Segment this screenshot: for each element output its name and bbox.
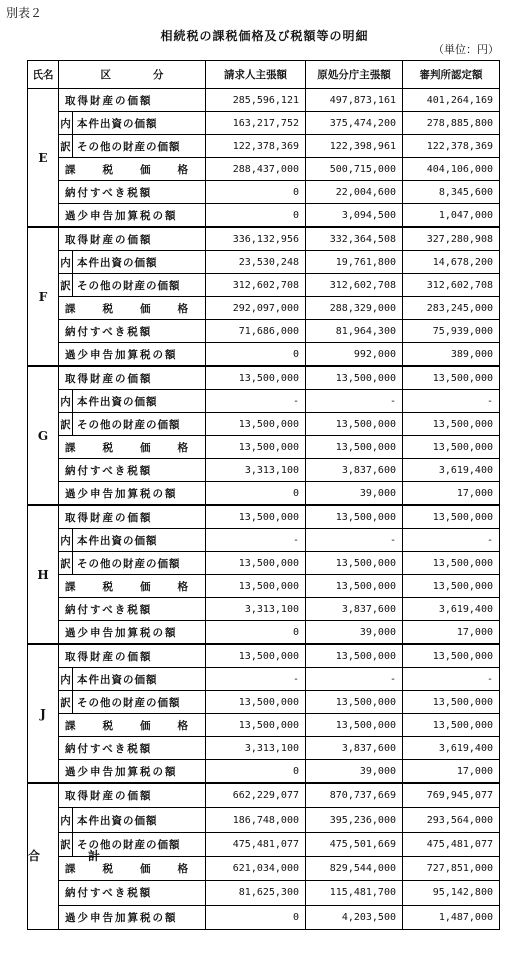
- breakdown-uchi: 内: [59, 390, 73, 413]
- office-amount: 288,329,000: [306, 297, 403, 320]
- office-amount: 4,203,500: [306, 905, 403, 929]
- tribunal-amount: 13,500,000: [403, 505, 500, 529]
- office-amount: 870,737,669: [306, 783, 403, 808]
- breakdown-uchi: 内: [59, 668, 73, 691]
- claimant-amount: 13,500,000: [206, 691, 306, 714]
- office-amount: -: [306, 390, 403, 413]
- table-row: [28, 760, 500, 784]
- category-other-property: その他の財産の価額: [73, 274, 206, 297]
- category-acquired: 取得財産の価額: [59, 366, 206, 390]
- table-row: [28, 436, 500, 459]
- claimant-amount: 163,217,752: [206, 112, 306, 135]
- table-row: [28, 783, 500, 808]
- claimant-amount: 13,500,000: [206, 644, 306, 668]
- tribunal-amount: 14,678,200: [403, 251, 500, 274]
- table-row: [28, 552, 500, 575]
- table-row: [28, 343, 500, 367]
- person-name: H: [28, 505, 59, 644]
- office-amount: 81,964,300: [306, 320, 403, 343]
- breakdown-yaku: 訳: [59, 135, 73, 158]
- table-row: [28, 181, 500, 204]
- claimant-amount: 0: [206, 204, 306, 228]
- category-other-property: その他の財産の価額: [73, 832, 206, 856]
- claimant-amount: 13,500,000: [206, 575, 306, 598]
- table-row: [28, 482, 500, 506]
- table-row: [28, 413, 500, 436]
- person-name: F: [28, 227, 59, 366]
- office-amount: 312,602,708: [306, 274, 403, 297]
- office-amount: 13,500,000: [306, 436, 403, 459]
- office-amount: -: [306, 529, 403, 552]
- category-penalty: 過少申告加算税の額: [59, 482, 206, 506]
- claimant-amount: 13,500,000: [206, 413, 306, 436]
- table-row: [28, 366, 500, 390]
- office-amount: 13,500,000: [306, 413, 403, 436]
- table-row: [28, 274, 500, 297]
- tribunal-amount: 404,106,000: [403, 158, 500, 181]
- tribunal-amount: 13,500,000: [403, 436, 500, 459]
- table-row: [28, 737, 500, 760]
- tribunal-amount: 13,500,000: [403, 552, 500, 575]
- claimant-amount: 13,500,000: [206, 366, 306, 390]
- breakdown-yaku: 訳: [59, 832, 73, 856]
- claimant-amount: 0: [206, 343, 306, 367]
- tribunal-amount: 13,500,000: [403, 644, 500, 668]
- category-other-property: その他の財産の価額: [73, 413, 206, 436]
- category-payable: 納付すべき税額: [59, 737, 206, 760]
- table-row: [28, 808, 500, 832]
- category-this-investment: 本件出資の価額: [73, 390, 206, 413]
- category-penalty: 過少申告加算税の額: [59, 343, 206, 367]
- table-row: [28, 251, 500, 274]
- col-header-office: 原処分庁主張額: [306, 61, 403, 89]
- category-acquired: 取得財産の価額: [59, 783, 206, 808]
- office-amount: 39,000: [306, 482, 403, 506]
- tribunal-amount: 3,619,400: [403, 459, 500, 482]
- breakdown-uchi: 内: [59, 251, 73, 274]
- office-amount: 500,715,000: [306, 158, 403, 181]
- breakdown-yaku: 訳: [59, 691, 73, 714]
- category-payable: 納付すべき税額: [59, 320, 206, 343]
- category-this-investment: 本件出資の価額: [73, 112, 206, 135]
- claimant-amount: 3,313,100: [206, 459, 306, 482]
- office-amount: 3,837,600: [306, 598, 403, 621]
- category-taxable: 課 税 価 格: [59, 575, 206, 598]
- office-amount: 992,000: [306, 343, 403, 367]
- claimant-amount: 71,686,000: [206, 320, 306, 343]
- tribunal-amount: 13,500,000: [403, 714, 500, 737]
- claimant-amount: -: [206, 529, 306, 552]
- claimant-amount: 13,500,000: [206, 552, 306, 575]
- table-row: [28, 297, 500, 320]
- claimant-amount: 13,500,000: [206, 714, 306, 737]
- office-amount: 122,398,961: [306, 135, 403, 158]
- person-name: J: [28, 644, 59, 783]
- category-acquired: 取得財産の価額: [59, 89, 206, 112]
- category-payable: 納付すべき税額: [59, 181, 206, 204]
- category-taxable: 課 税 価 格: [59, 857, 206, 881]
- person-name: E: [28, 89, 59, 228]
- table-row: [28, 227, 500, 251]
- category-acquired: 取得財産の価額: [59, 644, 206, 668]
- table-row: [28, 905, 500, 929]
- office-amount: 13,500,000: [306, 505, 403, 529]
- tribunal-amount: 13,500,000: [403, 413, 500, 436]
- breakdown-uchi: 内: [59, 808, 73, 832]
- col-header-tribunal: 審判所認定額: [403, 61, 500, 89]
- table-row: [28, 158, 500, 181]
- office-amount: 3,837,600: [306, 737, 403, 760]
- table-row: [28, 644, 500, 668]
- office-amount: 13,500,000: [306, 552, 403, 575]
- claimant-amount: 81,625,300: [206, 881, 306, 905]
- claimant-amount: -: [206, 668, 306, 691]
- appendix-label: 別表２: [6, 6, 43, 20]
- tribunal-amount: 75,939,000: [403, 320, 500, 343]
- tribunal-amount: 3,619,400: [403, 598, 500, 621]
- claimant-amount: 13,500,000: [206, 436, 306, 459]
- office-amount: 332,364,508: [306, 227, 403, 251]
- person-name: G: [28, 366, 59, 505]
- claimant-amount: 13,500,000: [206, 505, 306, 529]
- category-penalty: 過少申告加算税の額: [59, 621, 206, 645]
- tribunal-amount: 283,245,000: [403, 297, 500, 320]
- tribunal-amount: 3,619,400: [403, 737, 500, 760]
- category-payable: 納付すべき税額: [59, 598, 206, 621]
- tribunal-amount: 475,481,077: [403, 832, 500, 856]
- tribunal-amount: 278,885,800: [403, 112, 500, 135]
- person-name: 合 計: [28, 783, 59, 930]
- tribunal-amount: 401,264,169: [403, 89, 500, 112]
- claimant-amount: 662,229,077: [206, 783, 306, 808]
- office-amount: 375,474,200: [306, 112, 403, 135]
- category-acquired: 取得財産の価額: [59, 505, 206, 529]
- office-amount: 22,004,600: [306, 181, 403, 204]
- claimant-amount: 475,481,077: [206, 832, 306, 856]
- category-other-property: その他の財産の価額: [73, 691, 206, 714]
- table-row: [28, 459, 500, 482]
- category-other-property: その他の財産の価額: [73, 552, 206, 575]
- tribunal-amount: 727,851,000: [403, 857, 500, 881]
- tribunal-amount: 122,378,369: [403, 135, 500, 158]
- tribunal-amount: 293,564,000: [403, 808, 500, 832]
- office-amount: 3,837,600: [306, 459, 403, 482]
- unit-note: （単位：円）: [433, 43, 499, 56]
- claimant-amount: 621,034,000: [206, 857, 306, 881]
- category-this-investment: 本件出資の価額: [73, 529, 206, 552]
- breakdown-yaku: 訳: [59, 274, 73, 297]
- claimant-amount: 122,378,369: [206, 135, 306, 158]
- office-amount: 39,000: [306, 760, 403, 784]
- category-penalty: 過少申告加算税の額: [59, 760, 206, 784]
- claimant-amount: 3,313,100: [206, 737, 306, 760]
- tribunal-amount: 1,047,000: [403, 204, 500, 228]
- table-row: [28, 575, 500, 598]
- office-amount: 19,761,800: [306, 251, 403, 274]
- tribunal-amount: -: [403, 529, 500, 552]
- breakdown-uchi: 内: [59, 112, 73, 135]
- claimant-amount: 0: [206, 905, 306, 929]
- claimant-amount: 292,097,000: [206, 297, 306, 320]
- office-amount: 3,094,500: [306, 204, 403, 228]
- office-amount: 39,000: [306, 621, 403, 645]
- category-other-property: その他の財産の価額: [73, 135, 206, 158]
- table-row: [28, 320, 500, 343]
- tribunal-amount: 13,500,000: [403, 366, 500, 390]
- tribunal-amount: 327,280,908: [403, 227, 500, 251]
- breakdown-yaku: 訳: [59, 413, 73, 436]
- tribunal-amount: 389,000: [403, 343, 500, 367]
- claimant-amount: 0: [206, 181, 306, 204]
- tribunal-amount: 312,602,708: [403, 274, 500, 297]
- category-this-investment: 本件出資の価額: [73, 251, 206, 274]
- col-header-name: 氏名: [28, 61, 59, 89]
- category-taxable: 課 税 価 格: [59, 714, 206, 737]
- table-row: [28, 881, 500, 905]
- office-amount: 13,500,000: [306, 366, 403, 390]
- category-this-investment: 本件出資の価額: [73, 668, 206, 691]
- office-amount: 829,544,000: [306, 857, 403, 881]
- office-amount: 475,501,669: [306, 832, 403, 856]
- table-row: [28, 89, 500, 112]
- col-header-claimant: 請求人主張額: [206, 61, 306, 89]
- claimant-amount: 285,596,121: [206, 89, 306, 112]
- table-row: [28, 714, 500, 737]
- tribunal-amount: 17,000: [403, 760, 500, 784]
- header-row: [28, 61, 500, 89]
- table-row: [28, 390, 500, 413]
- claimant-amount: 3,313,100: [206, 598, 306, 621]
- claimant-amount: 186,748,000: [206, 808, 306, 832]
- claimant-amount: 0: [206, 760, 306, 784]
- category-penalty: 過少申告加算税の額: [59, 204, 206, 228]
- table-body: [28, 89, 500, 930]
- tribunal-amount: 8,345,600: [403, 181, 500, 204]
- claimant-amount: 312,602,708: [206, 274, 306, 297]
- claimant-amount: -: [206, 390, 306, 413]
- tribunal-amount: 95,142,800: [403, 881, 500, 905]
- category-penalty: 過少申告加算税の額: [59, 905, 206, 929]
- table-row: [28, 112, 500, 135]
- office-amount: 115,481,700: [306, 881, 403, 905]
- tribunal-amount: 13,500,000: [403, 575, 500, 598]
- category-payable: 納付すべき税額: [59, 881, 206, 905]
- claimant-amount: 0: [206, 621, 306, 645]
- page-title: 相続税の課税価格及び税額等の明細: [160, 29, 369, 43]
- table-row: [28, 505, 500, 529]
- tribunal-amount: 1,487,000: [403, 905, 500, 929]
- claimant-amount: 288,437,000: [206, 158, 306, 181]
- office-amount: 13,500,000: [306, 644, 403, 668]
- tribunal-amount: -: [403, 668, 500, 691]
- table-row: [28, 621, 500, 645]
- category-acquired: 取得財産の価額: [59, 227, 206, 251]
- tribunal-amount: -: [403, 390, 500, 413]
- office-amount: 395,236,000: [306, 808, 403, 832]
- category-this-investment: 本件出資の価額: [73, 808, 206, 832]
- tax-detail-table: [27, 60, 500, 930]
- breakdown-uchi: 内: [59, 529, 73, 552]
- table-row: [28, 204, 500, 228]
- category-payable: 納付すべき税額: [59, 459, 206, 482]
- office-amount: -: [306, 668, 403, 691]
- tribunal-amount: 17,000: [403, 482, 500, 506]
- claimant-amount: 23,530,248: [206, 251, 306, 274]
- category-taxable: 課 税 価 格: [59, 436, 206, 459]
- category-taxable: 課 税 価 格: [59, 158, 206, 181]
- tribunal-amount: 769,945,077: [403, 783, 500, 808]
- office-amount: 13,500,000: [306, 691, 403, 714]
- table-row: [28, 668, 500, 691]
- table-row: [28, 529, 500, 552]
- table-row: [28, 691, 500, 714]
- category-taxable: 課 税 価 格: [59, 297, 206, 320]
- tribunal-amount: 17,000: [403, 621, 500, 645]
- claimant-amount: 0: [206, 482, 306, 506]
- table-row: [28, 598, 500, 621]
- office-amount: 13,500,000: [306, 575, 403, 598]
- claimant-amount: 336,132,956: [206, 227, 306, 251]
- col-header-category: 区 分: [59, 61, 206, 89]
- tribunal-amount: 13,500,000: [403, 691, 500, 714]
- office-amount: 497,873,161: [306, 89, 403, 112]
- office-amount: 13,500,000: [306, 714, 403, 737]
- breakdown-yaku: 訳: [59, 552, 73, 575]
- table-row: [28, 135, 500, 158]
